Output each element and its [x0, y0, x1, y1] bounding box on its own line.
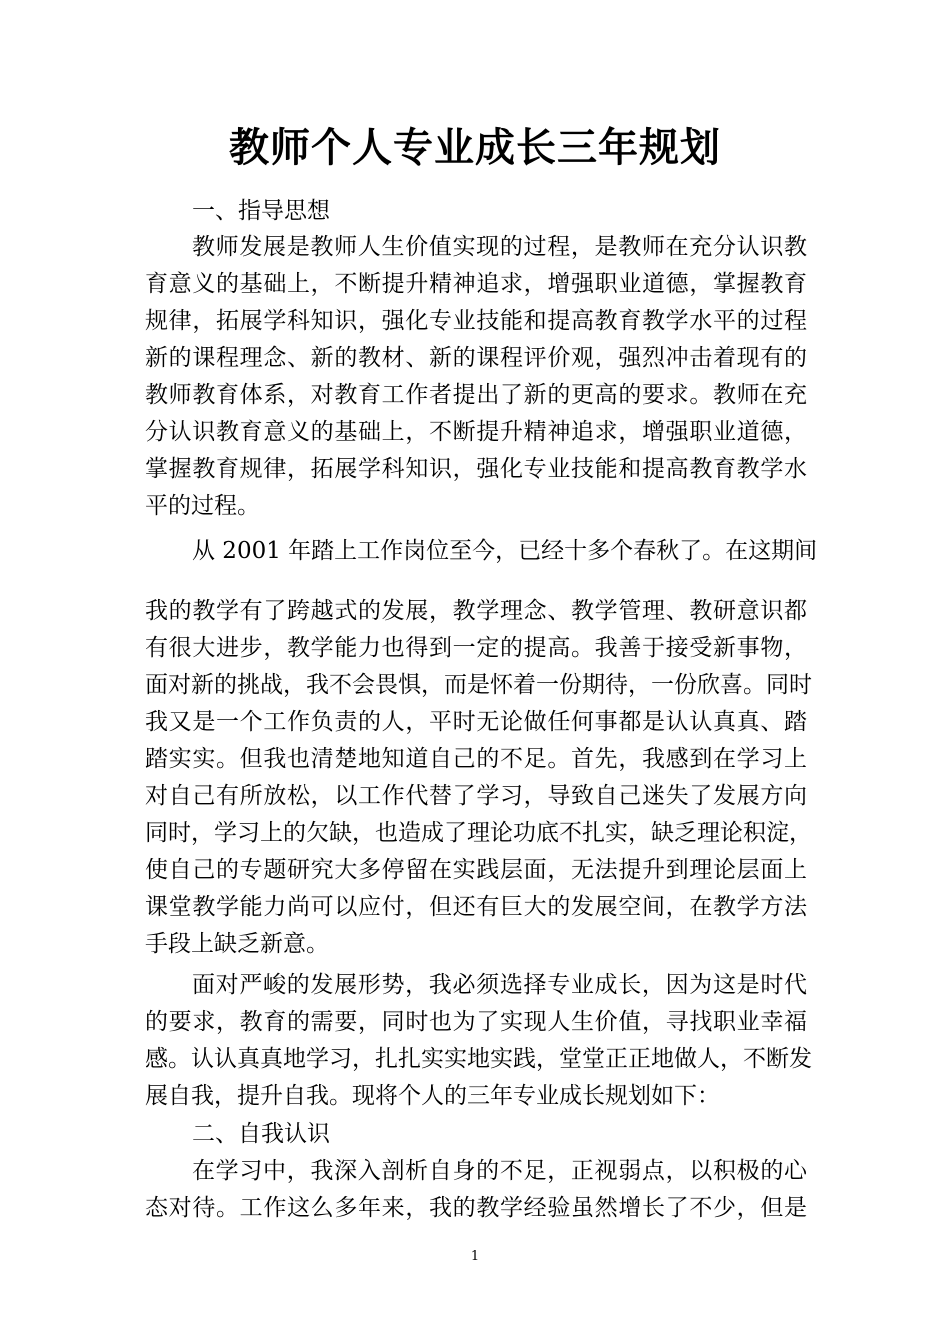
body-line: 踏实实。但我也清楚地知道自己的不足。首先，我感到在学习上	[145, 746, 807, 772]
body-line: 展自我，提升自我。现将个人的三年专业成长规划如下：	[145, 1083, 720, 1109]
body-line: 教师教育体系，对教育工作者提出了新的更高的要求。教师在充	[145, 382, 807, 408]
body-line: 手段上缺乏新意。	[145, 931, 329, 957]
body-line: 一、指导思想	[192, 198, 330, 224]
body-line: 态对待。工作这么多年来，我的教学经验虽然增长了不少，但是	[145, 1195, 807, 1221]
page-number: 1	[470, 1249, 480, 1264]
body-line: 在学习中，我深入剖析自身的不足，正视弱点，以积极的心	[192, 1158, 807, 1184]
body-line: 从 2001 年踏上工作岗位至今，已经十多个春秋了。在这期间	[192, 538, 818, 564]
body-line: 同时，学习上的欠缺，也造成了理论功底不扎实，缺乏理论积淀，	[145, 820, 812, 846]
document-title: 教师个人专业成长三年规划	[229, 124, 721, 171]
body-line: 有很大进步，教学能力也得到一定的提高。我善于接受新事物，	[145, 635, 807, 661]
body-line: 我又是一个工作负责的人，平时无论做任何事都是认认真真、踏	[145, 709, 807, 735]
body-line: 课堂教学能力尚可以应付，但还有巨大的发展空间，在教学方法	[145, 894, 807, 920]
body-line: 的要求，教育的需要，同时也为了实现人生价值，寻找职业幸福	[145, 1009, 807, 1035]
body-line: 我的教学有了跨越式的发展，教学理念、教学管理、教研意识都	[145, 598, 807, 624]
body-line: 二、自我认识	[192, 1121, 330, 1147]
body-line: 面对严峻的发展形势，我必须选择专业成长，因为这是时代	[192, 972, 807, 998]
body-line: 新的课程理念、新的教材、新的课程评价观，强烈冲击着现有的	[145, 345, 807, 371]
body-line: 掌握教育规律，拓展学科知识，强化专业技能和提高教育教学水	[145, 456, 807, 482]
body-line: 面对新的挑战，我不会畏惧，而是怀着一份期待，一份欣喜。同时	[145, 672, 812, 698]
body-line: 教师发展是教师人生价值实现的过程，是教师在充分认识教	[192, 234, 807, 260]
body-line: 规律，拓展学科知识，强化专业技能和提高教育教学水平的过程	[145, 308, 807, 334]
body-line: 育意义的基础上，不断提升精神追求，增强职业道德，掌握教育	[145, 271, 807, 297]
body-line: 分认识教育意义的基础上，不断提升精神追求，增强职业道德，	[145, 419, 807, 445]
body-line: 感。认认真真地学习，扎扎实实地实践，堂堂正正地做人，不断发	[145, 1046, 812, 1072]
body-line: 使自己的专题研究大多停留在实践层面，无法提升到理论层面上	[145, 857, 807, 883]
body-line: 对自己有所放松，以工作代替了学习，导致自己迷失了发展方向	[145, 783, 807, 809]
body-line: 平的过程。	[145, 493, 260, 519]
